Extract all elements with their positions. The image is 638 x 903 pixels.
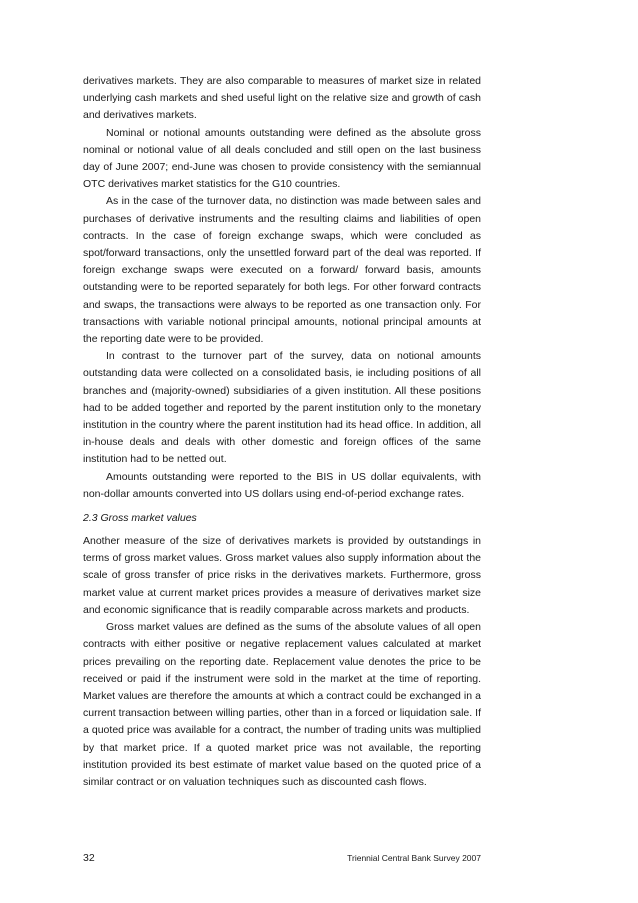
- running-title: Triennial Central Bank Survey 2007: [347, 853, 481, 863]
- page-footer: [83, 852, 481, 866]
- paragraph-consolidated-basis: In contrast to the turnover part of the survey, data on notional amounts outstanding data were collected on a consolidated basis, ie including positions of all branches and (majority-owned) subsidiaries of a given institution. All these positions had to be added together and reported by the parent institution only to the monetary institution in the country where the parent institution had its head office. In addition, all in-house deals and deals with other domestic and foreign offices of the same institution had to be netted out.: [83, 350, 481, 466]
- paragraph-nominal-amounts: Nominal or notional amounts outstanding were defined as the absolute gross nominal or notional value of all deals concluded and still open on the last business day of June 2007; end-June was chosen to provide consistency with the semiannual OTC derivatives market statistics for the G10 countries.: [83, 126, 481, 191]
- paragraph-derivatives-markets: derivatives markets. They are also comparable to measures of market size in related underlying cash markets and shed useful light on the relative size and growth of cash and derivatives markets.: [83, 75, 481, 122]
- page-number: 32: [83, 852, 95, 864]
- body-text: [83, 73, 481, 791]
- paragraph-gross-market-definition: Gross market values are defined as the sums of the absolute values of all open contracts with either positive or negative replacement values calculated at market prices prevailing on the reporting date. Replacement value denotes the price to be received or paid if the instrument were sold in the market at the time of reporting. Market values are therefore the amounts at which a contract could be exchanged in a current transaction between willing parties, other than in a forced or liquidation sale. If a quoted price was available for a contract, the number of trading units was multiplied by that market price. If a quoted market price was not available, the reporting institution provided its best estimate of market value based on the quoted price of a similar contract or on valuation techniques such as discounted cash flows.: [83, 621, 481, 788]
- paragraph-turnover-comparison: As in the case of the turnover data, no distinction was made between sales and purchases of derivative instruments and the resulting claims and liabilities of open contracts. In the case of foreign exchange swaps, which were concluded as spot/forward transactions, only the unsettled forward part of the deal was reported. If foreign exchange swaps were executed on a forward/ forward basis, amounts outstanding were to be reported separately for both legs. For other forward contracts and swaps, the transactions were always to be reported as one transaction only. For transactions with variable notional principal amounts, notional principal amounts at the reporting date were to be provided.: [83, 195, 481, 346]
- paragraph-gross-market-intro: Another measure of the size of derivatives markets is provided by outstandings in terms of gross market values. Gross market values also supply information about the scale of gross transfer of price risks in the derivatives markets. Furthermore, gross market value at current market prices provides a measure of derivatives market size and economic significance that is readily comparable across markets and products.: [83, 535, 481, 616]
- paragraph-usd-equivalents: Amounts outstanding were reported to the BIS in US dollar equivalents, with non-dollar amounts converted into US dollars using end-of-period exchange rates.: [83, 470, 481, 500]
- section-heading: 2.3 Gross market values: [83, 512, 197, 525]
